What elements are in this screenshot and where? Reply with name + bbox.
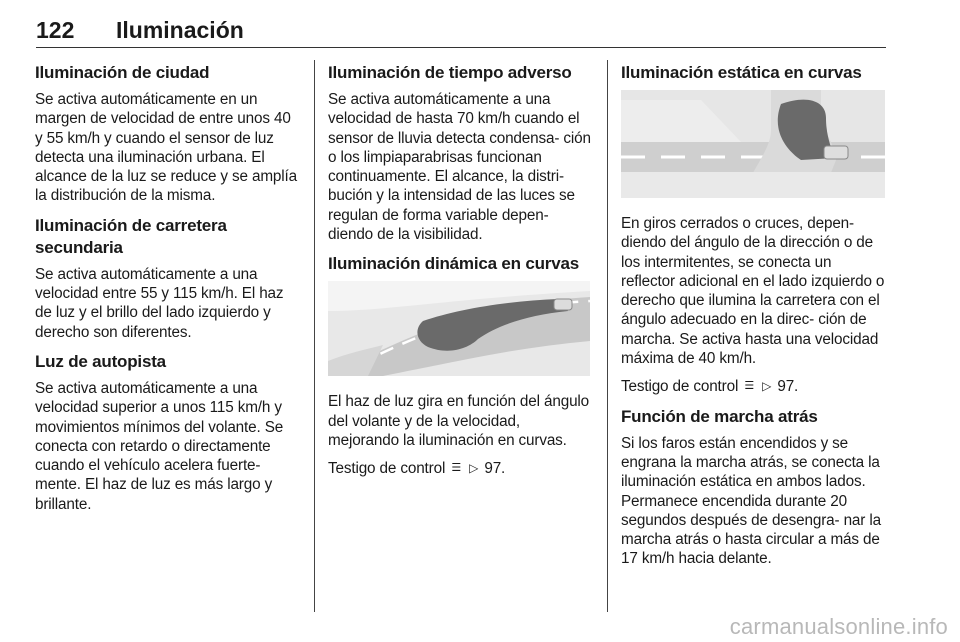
indicator-reference-static [621,377,887,396]
column-middle [328,62,592,488]
column-divider-left [314,60,315,612]
paragraph-reverse-function: Si los faros están encendidos y se engrana la marcha atrás, se conecta la iluminación estática en ambos lados. Permanece encendida durante 20 segundos después de desengra- nar la marcha atrás o hasta circular a más de 17 km/h hacia delante. [621,434,881,568]
headlight-lamp-icon: ☰ [744,380,755,393]
column-divider-right [607,60,608,612]
paragraph-adverse-weather-lighting: Se activa automáticamente a una velocidad de hasta 70 km/h cuando el sensor de lluvia detecta condensa- ción o los limpiaparabrisas funcionan continuamente. El alcance, la distri- bución y la intensidad de las luces se regulan de forma variable depen- diendo de la visibilidad. [328,91,591,244]
indicator-label: Testigo de control [328,460,446,478]
column-right [621,62,887,578]
static-curve-illustration [621,90,887,198]
column-left [35,62,300,523]
paragraph-motorway-light: Se activa automáticamente a una velocidad superior a unos 115 km/h y movimientos mínimos del volante. Se conecta con retardo o directamente cuando el vehículo acelera fuerte- mente. El haz de luz es más largo y brillante. [35,379,284,513]
indicator-label: Testigo de control [621,378,739,396]
paragraph-secondary-road-lighting: Se activa automáticamente a una velocidad entre 55 y 115 km/h. El haz de luz y el brillo del lado izquierdo y derecho son diferentes. [35,265,284,341]
page-reference-arrow-icon: ▷ [469,461,479,476]
paragraph-dynamic-curve-lighting: El haz de luz gira en función del ángulo del volante y de la velocidad, mejorando la iluminación en curvas. [328,393,590,449]
heading-reverse-function: Función de marcha atrás [621,406,818,426]
indicator-reference-dynamic [328,459,592,478]
heading-dynamic-curve-lighting: Iluminación dinámica en curvas [328,254,579,274]
indicator-page-ref[interactable]: 97. [484,460,506,478]
indicator-page-ref[interactable]: 97. [777,378,799,396]
heading-adverse-weather-lighting: Iluminación de tiempo adverso [328,63,572,82]
headlight-lamp-icon: ☰ [451,462,462,475]
heading-motorway-light: Luz de autopista [35,351,166,371]
header-rule [36,47,886,48]
watermark: carmanualsonline.info [729,614,948,639]
paragraph-static-curve-lighting: En giros cerrados o cruces, depen- diendo del ángulo de la dirección o de los intermitentes, se conecta un reflector adicional en el lado izquierdo o derecho que ilumina la carretera con el ángulo adecuado en la direc- ción de marcha. Se activa hasta una velocidad máxima de 40 km/h. [621,215,885,368]
heading-secondary-road-lighting: Iluminación de carretera secundaria [35,215,227,257]
page-number: 122 [36,17,75,43]
page-reference-arrow-icon: ▷ [762,379,772,394]
paragraph-city-lighting: Se activa automáticamente en un margen de velocidad de entre unos 40 y 55 km/h y cuando el sensor de luz detecta una iluminación urbana. El alcance de la luz se reduce y se amplía la distribución de la misma. [35,91,297,205]
section-title: Iluminación [116,17,244,43]
page-header [36,16,886,46]
heading-static-curve-lighting: Iluminación estática en curvas [621,63,862,82]
dynamic-curve-illustration [328,281,592,376]
heading-city-lighting: Iluminación de ciudad [35,63,210,82]
